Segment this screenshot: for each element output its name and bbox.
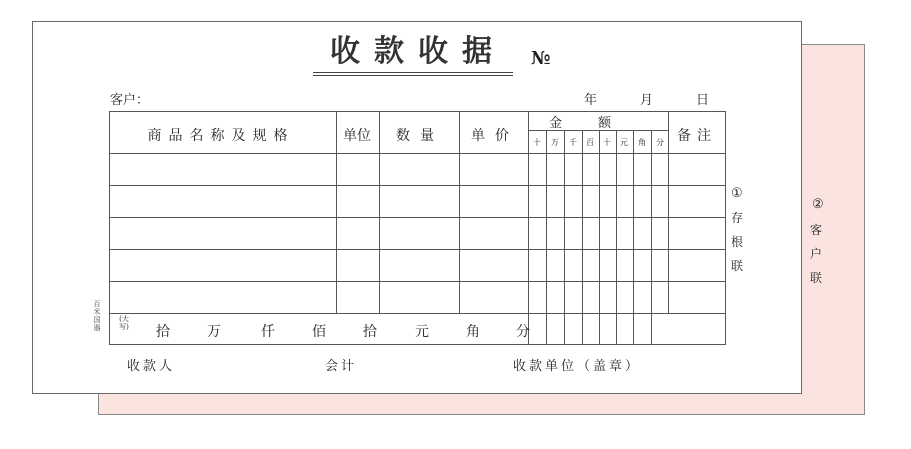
amount-digit-line — [582, 130, 583, 344]
total-unit-label: 元 — [415, 324, 429, 340]
table-col-line — [459, 111, 460, 313]
side-vertical-text: 百米国器 — [93, 300, 101, 332]
total-unit-label: 佰 — [312, 324, 326, 340]
total-unit-label: 仟 — [261, 324, 275, 340]
amount-digit-label: 百 — [586, 138, 594, 147]
amount-digit-line — [616, 130, 617, 344]
amount-digit-line — [633, 130, 634, 344]
title-underline-double — [313, 75, 513, 76]
copy-back-label: 客户联 — [809, 223, 822, 285]
footer-company: 收款单位（盖章） — [513, 359, 642, 374]
amount-digit-label: 十 — [603, 138, 611, 147]
date-year-label: 年 — [584, 93, 598, 108]
remark-col-line — [668, 111, 669, 313]
amount-digit-line — [599, 130, 600, 344]
total-unit-label: 拾 — [363, 324, 377, 340]
amount-digit-label: 分 — [656, 138, 664, 147]
table-col-line — [379, 111, 380, 313]
table-border-right — [725, 111, 726, 345]
amount-digit-label: 角 — [638, 138, 646, 147]
total-unit-label: 拾 — [156, 324, 170, 340]
customer-label: 客户： — [110, 93, 150, 108]
table-border-left — [109, 111, 110, 344]
receipt-title: 收款收据 — [330, 34, 506, 69]
copy-front-number: ① — [731, 186, 743, 201]
title-underline — [313, 72, 513, 73]
copy-front-label: 存根联 — [730, 211, 743, 273]
amount-digit-label: 元 — [620, 138, 628, 147]
col-header-quantity: 数量 — [396, 128, 444, 144]
footer-payee: 收款人 — [127, 359, 176, 374]
col-header-remark: 备注 — [677, 128, 717, 144]
footer-accountant: 会计 — [325, 359, 358, 374]
daxie-label: (大写) — [119, 315, 129, 331]
amount-col-line — [528, 111, 529, 344]
amount-digit-label: 十 — [533, 138, 541, 147]
total-unit-label: 角 — [466, 324, 480, 340]
col-header-unit: 单位 — [343, 128, 371, 144]
col-header-amount: 金额 — [548, 116, 648, 131]
amount-digit-line — [651, 130, 652, 344]
date-month-label: 月 — [640, 93, 654, 108]
total-unit-label: 万 — [207, 324, 221, 340]
date-day-label: 日 — [696, 93, 710, 108]
table-border-bottom — [109, 344, 725, 345]
total-unit-label: 分 — [516, 324, 530, 340]
col-header-price: 单价 — [471, 128, 519, 144]
number-mark: № — [531, 48, 551, 69]
copy-back-number: ② — [812, 197, 824, 212]
amount-digit-line — [546, 130, 547, 344]
amount-digit-label: 万 — [551, 138, 559, 147]
amount-digit-line — [564, 130, 565, 344]
col-header-name: 商品名称及规格 — [147, 128, 295, 144]
amount-digit-label: 千 — [569, 138, 577, 147]
table-col-line — [336, 111, 337, 313]
